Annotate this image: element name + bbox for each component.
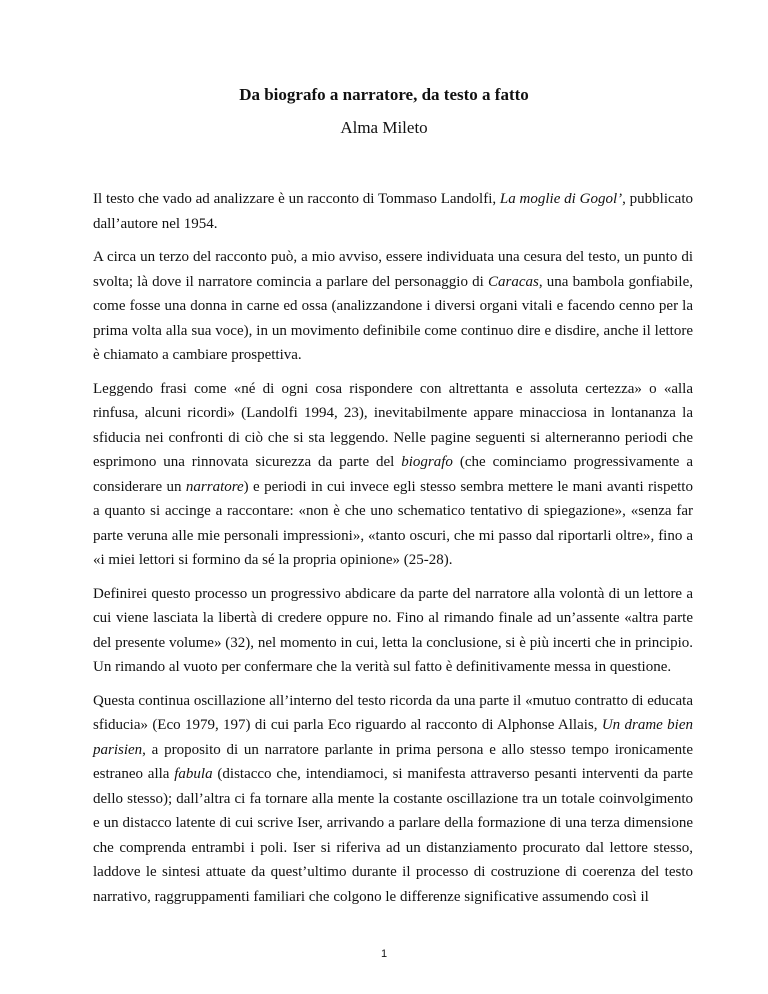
paragraph [93, 689, 693, 910]
text-run: , una bambola gonfiabile, come fosse una donna in carne ed ossa (analizzandone i diversi organi vitali e facendo cenno per la prima volta alla sua voce), in un movimento definibile come continuo dire e disdire, anche il lettore è chiamato a cambiare prospettiva. [93, 273, 694, 363]
text-run: (che cominciamo progressivamente a considerare un [93, 454, 693, 495]
paragraph [93, 582, 693, 680]
text-run: , pubblicato dall’autore nel 1954. [93, 191, 693, 232]
paragraph [93, 187, 693, 236]
italic-text: Un drame bien parisien [93, 717, 693, 758]
text-run: (distacco che, intendiamoci, si manifesta attraverso pesanti interventi da parte dello stesso); dall’altra ci fa tornare alla mente la costante oscillazione tra un totale coinvolgimento e un distacco latente di cui scrive Iser, arrivando a parlare della formazione di una terza dimensione che comprenda entrambi i poli. Iser si riferiva ad un distanziamento procurato dal lettore stesso, laddove le sintesi attuate da quest’ultimo durante il processo di costruzione di coerenza del testo narrativo, raggruppamenti familiari che colgono le differenze significative assumendo così il [93, 766, 693, 905]
text-run: , a proposito di un narratore parlante in prima persona e allo stesso tempo ironicamente estraneo alla [93, 741, 693, 782]
text-run: A circa un terzo del racconto può, a mio avviso, essere individuata una cesura del testo, un punto di svolta; là dove il narratore comincia a parlare del personaggio di [93, 249, 693, 290]
page-number: 1 [380, 948, 388, 960]
text-run: Il testo che vado ad analizzare è un racconto di Tommaso Landolfi, [93, 191, 500, 207]
italic-text: La moglie di Gogol’ [499, 191, 623, 207]
italic-text: narratore [185, 478, 244, 495]
text-run: ) e periodi in cui invece egli stesso sembra mettere le mani avanti rispetto a quanto si accinge a raccontare: «non è che uno schematico tentativo di spiegazione», «senza far parte veruna alle mie personali impressioni», «tanto oscuri, che mi passo dal riportarli oltre», fino a «i miei lettori si formino da sé la propria opinione» (25-28). [93, 478, 693, 568]
paragraph [93, 377, 693, 573]
paper-title: Da biografo a narratore, da testo a fatto [239, 85, 529, 104]
text-run: Questa continua oscillazione all’interno del testo ricorda da una parte il «mutuo contratto di educata sfiducia» (Eco 1979, 197) di cui parla Eco riguardo al racconto di Alphonse Allais, [93, 692, 693, 733]
italic-text: Caracas [488, 273, 539, 290]
text-run: Definirei questo processo un progressivo abdicare da parte del narratore alla volontà di un lettore a cui viene lasciata la libertà di credere oppure no. Fino al rimando finale ad un’assente «altra parte del presente volume» (32), nel momento in cui, letta la conclusione, si è più incerti che in principio. Un rimando al vuoto per confermare che la verità sul fatto è definitivamente messa in questione. [93, 585, 693, 675]
body-text [93, 187, 693, 918]
text-run: Leggendo frasi come «né di ogni cosa rispondere con altrettanta e assoluta certezza» o «alla rinfusa, alcuni ricordi» (Landolfi 1994, 23), inevitabilmente appare minacciosa in lontananza la sfiducia nei confronti di ciò che si sta leggendo. Nelle pagine seguenti si alterneranno periodi che esprimono una rinnovata sicurezza da parte del [93, 380, 693, 470]
author-name: Alma Mileto [340, 118, 428, 137]
italic-text: fabula [174, 766, 213, 782]
italic-text: biografo [401, 454, 453, 470]
paragraph [93, 245, 693, 368]
